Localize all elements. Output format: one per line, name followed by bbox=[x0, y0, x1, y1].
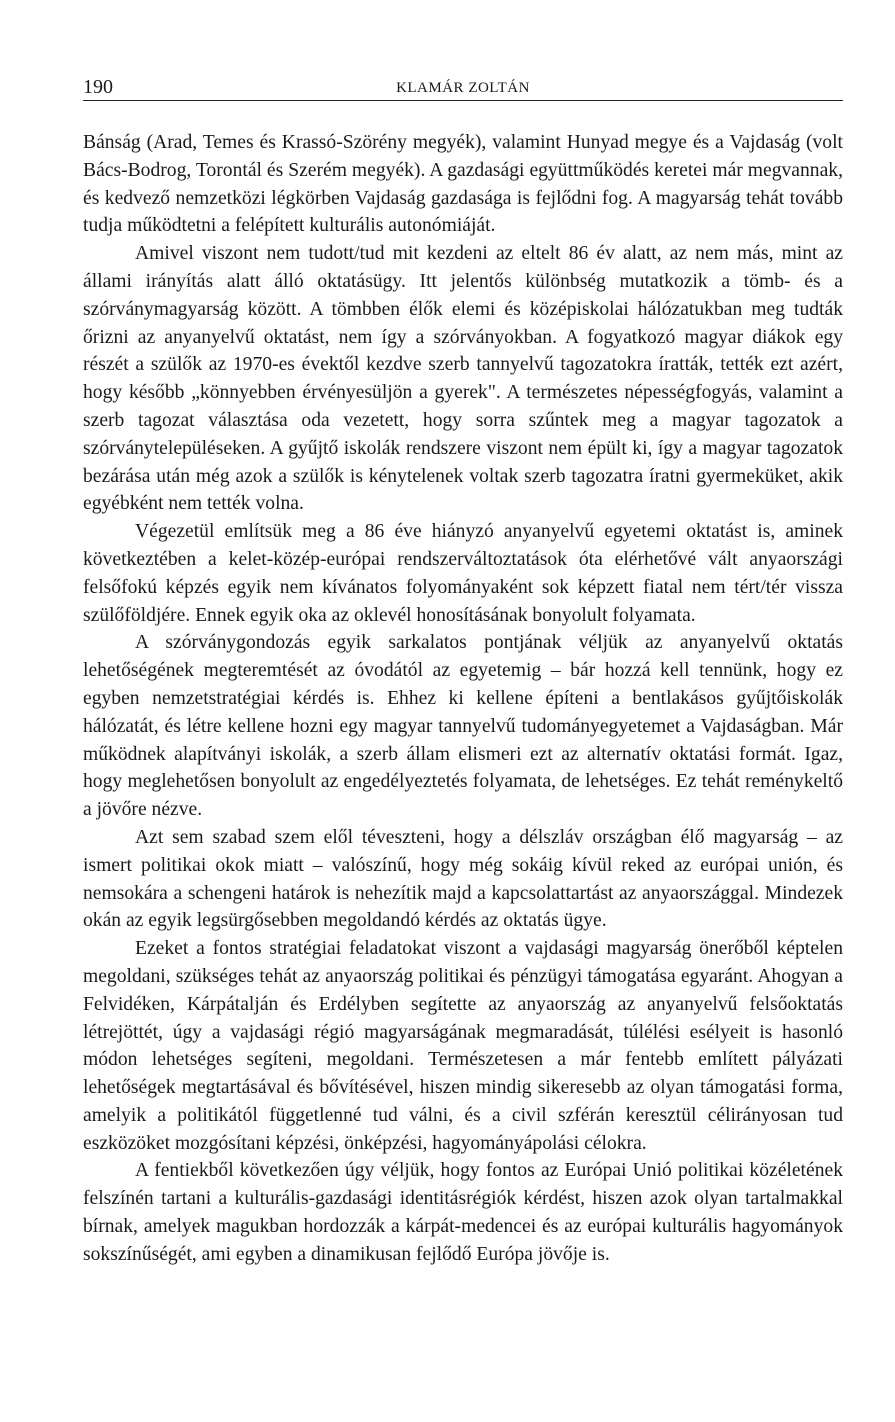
page-number: 190 bbox=[83, 76, 113, 98]
paragraph: Azt sem szabad szem elől téveszteni, hogy a délszláv országban élő magyarság – az ismert politikai okok miatt – valószínű, hogy még sokáig kívül reked az európai unión, és nemsokára a schengeni határok is nehezítik majd a kapcsolattartást az anyaországgal. Mindezek okán az egyik legsürgősebben megoldandó kérdés az oktatás ügye. bbox=[83, 826, 843, 932]
paragraph: Amivel viszont nem tudott/tud mit kezdeni az eltelt 86 év alatt, az nem más, mint az állami irányítás alatt álló oktatásügy. Itt jelentős különbség mutatkozik a tömb- és a szórványmagyarság között. A tömbben élők elemi és középiskolai hálózatukban meg tudták őrizni az anyanyelvű oktatást, nem így a szórványokban. A fogyatkozó magyar diákok egy részét a szülők az 1970-es évektől kezdve szerb tannyelvű tagozatokra íratták, tették ezt azért, hogy később „könnyebben érvényesüljön a gyerek". A természetes népességfogyás, valamint a szerb tagozat választása oda vezetett, hogy sorra szűntek meg a magyar tagozatok a szórványtelepüléseken. A gyűjtő iskolák rendszere viszont nem épült ki, így a magyar tagozatok bezárása után még azok a szülők is kénytelenek voltak szerb tagozatra íratni gyermeküket, akik egyébként nem tették volna. bbox=[83, 243, 843, 515]
running-head: KLAMÁR ZOLTÁN bbox=[396, 80, 530, 96]
paragraph: A szórványgondozás egyik sarkalatos pontjának véljük az anyanyelvű oktatás lehetőségének megteremtését az óvodától az egyetemig – bár hozzá kell tennünk, hogy ez egyben nemzetstratégiai kérdés is. Ehhez ki kellene építeni a bentlakásos gyűjtőiskolák hálózatát, és létre kellene hozni egy magyar tannyelvű tudományegyetemet a Vajdaságban. Már működnek alapítványi iskolák, a szerb állam elismeri ezt az alternatív oktatási formát. Igaz, hogy meglehetősen bonyolult az engedélyeztetés folyamata, de lehetséges. Ez tehát reménykeltő a jövőre nézve. bbox=[83, 632, 843, 821]
page-header bbox=[83, 76, 843, 101]
paragraph: Ezeket a fontos stratégiai feladatokat viszont a vajdasági magyarság önerőből képtelen megoldani, szükséges tehát az anyaország politikai és pénzügyi támogatása egyaránt. Ahogyan a Felvidéken, Kárpátalján és Erdélyben segítette az anyaország az anyanyelvű felsőoktatás létrejöttét, úgy a vajdasági régió magyarságának megmaradását, túlélési esélyeit is hasonló módon lehetséges segíteni, megoldani. Természetesen a már fentebb említett pályázati lehetőségek megtartásával és bővítésével, hiszen mindig sikeresebb az olyan támogatási forma, amelyik a politikától függetlenné tud válni, és a civil szférán keresztül célirányosan tud eszközöket mozgósítani képzési, önképzési, hagyományápolási célokra. bbox=[83, 938, 843, 1154]
body-text bbox=[83, 129, 843, 1269]
paragraph-continued: Bánság (Arad, Temes és Krassó-Szörény megyék), valamint Hunyad megye és a Vajdaság (volt Bács-Bodrog, Torontál és Szerém megyék). A gazdasági együttműködés keretei már megvannak, és kedvező nemzetközi légkörben Vajdaság gazdasága is fejlődni fog. A magyarság tehát tovább tudja működtetni a felépített kulturális autonómiáját. bbox=[83, 132, 843, 237]
paragraph: Végezetül említsük meg a 86 éve hiányzó anyanyelvű egyetemi oktatást is, aminek következtében a kelet-közép-európai rendszerváltoztatások óta elérhetővé vált anyaországi felsőfokú képzés egyik nem kívánatos folyományaként sok képzett fiatal nem tért/tér vissza szülőföldjére. Ennek egyik oka az oklevél honosításának bonyolult folyamata. bbox=[83, 521, 843, 626]
paragraph: A fentiekből következően úgy véljük, hogy fontos az Európai Unió politikai közéletének felszínén tartani a kulturális-gazdasági identitásrégiók kérdést, hiszen azok olyan tartalmakkal bírnak, amelyek magukban hordozzák a kárpát-medencei és az európai kulturális hagyományok sokszínűségét, ami egyben a dinamikusan fejlődő Európa jövője is. bbox=[83, 1160, 843, 1265]
book-page bbox=[83, 76, 843, 1269]
